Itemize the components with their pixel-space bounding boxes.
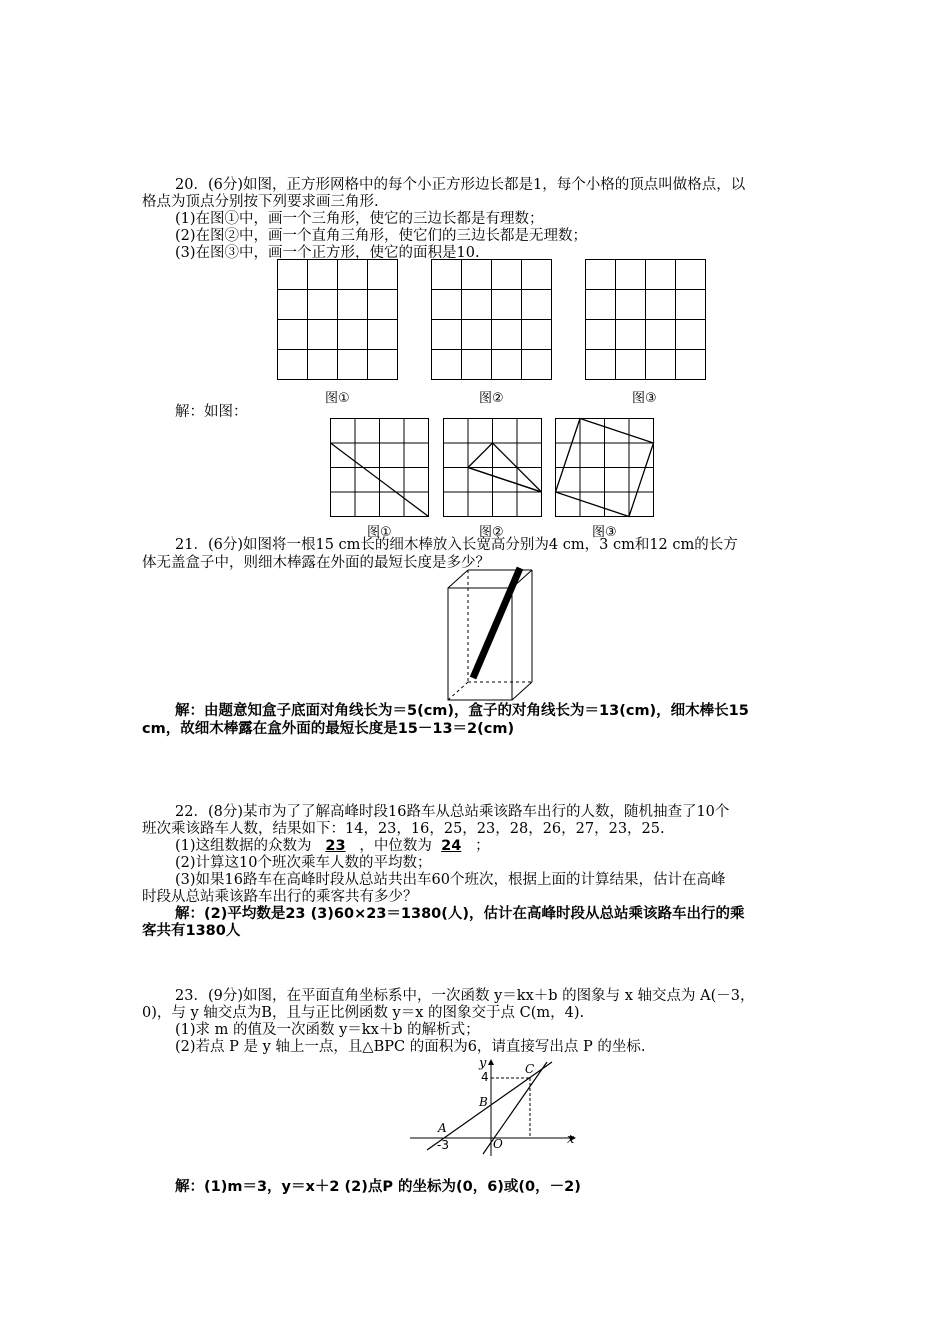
- q20-part3: (3)在图③中，画一个正方形，使它的面积是10.: [175, 245, 480, 261]
- q23-line1: 23．(9分)如图，在平面直角坐标系中，一次函数 y＝kx＋b 的图象与 x 轴交点为 A(－3，: [175, 988, 755, 1004]
- answer-fig1-caption: 图①: [367, 525, 392, 540]
- label-x: x: [567, 1132, 575, 1147]
- q22-line1: 22．(8分)某市为了了解高峰时段16路车从总站乘该路车出行的人数，随机抽查了10个: [175, 804, 730, 820]
- box-with-stick-figure: [440, 566, 560, 702]
- q22-part3b: 时段从总站乘该路车出行的乘客共有多少？: [142, 889, 418, 905]
- label-A: A: [438, 1121, 447, 1135]
- q21-answer-line1: 解：由题意知盒子底面对角线长为＝5(cm)，盒子的对角线长为＝13(cm)，细木棒长15: [175, 703, 749, 719]
- q22-answer-line1: 解：(2)平均数是23 (3)60×23＝1380(人)，估计在高峰时段从总站乘该路车出行的乘: [175, 906, 745, 922]
- answer-fig3-caption: 图③: [592, 525, 617, 540]
- q22-part1-prefix: (1)这组数据的众数为: [175, 838, 312, 854]
- q22-answer-line2: 客共有1380人: [142, 923, 241, 939]
- q20-line2: 格点为顶点分别按下列要求画三角形.: [142, 194, 379, 210]
- label-O: O: [493, 1137, 503, 1151]
- blank-grid-1: [277, 259, 399, 381]
- q23-answer: 解：(1)m＝3，y＝x＋2 (2)点P 的坐标为(0，6)或(0，－2): [175, 1179, 581, 1195]
- q22-line2: 班次乘该路车人数，结果如下：14，23，16，25，23，28，26，27，23，25.: [142, 821, 665, 837]
- label-4: 4: [481, 1070, 489, 1084]
- q22-part1: [175, 837, 490, 855]
- answer-fig2-caption: 图②: [479, 525, 504, 540]
- label-minus-3: -3: [437, 1138, 449, 1152]
- q21-answer-line2: cm，故细木棒露在盒外面的最短长度是15－13＝2(cm): [142, 721, 515, 737]
- q22-median-answer: 24: [441, 838, 462, 854]
- q21-line2: 体无盖盒子中，则细木棒露在外面的最短长度是多少？: [142, 555, 490, 571]
- q23-part1: (1)求 m 的值及一次函数 y＝kx＋b 的解析式；: [175, 1022, 480, 1038]
- blank-grid-3: [585, 259, 707, 381]
- q20-line1: 20．(6分)如图，正方形网格中的每个小正方形边长都是1，每个小格的顶点叫做格点，以: [175, 177, 746, 193]
- label-C: C: [525, 1062, 535, 1076]
- answer-grid-2: [443, 418, 543, 518]
- answer-grid-3: [555, 418, 655, 518]
- q22-part2: (2)计算这10个班次乘车人数的平均数；: [175, 855, 432, 871]
- blank-grid-2: [431, 259, 553, 381]
- answer-grid-1: [330, 418, 430, 518]
- q22-part3a: (3)如果16路车在高峰时段从总站共出车60个班次，根据上面的计算结果，估计在高峰: [175, 872, 726, 888]
- label-B: B: [479, 1095, 488, 1109]
- wooden-stick: [473, 568, 520, 678]
- fig2-caption: 图②: [479, 391, 504, 406]
- fig1-caption: 图①: [325, 391, 350, 406]
- q21-line1: 21．(6分)如图将一根15 cm长的细木棒放入长宽高分别为4 cm，3 cm和12 cm的长方: [175, 537, 738, 553]
- q20-part1: (1)在图①中，画一个三角形，使它的三边长都是有理数；: [175, 211, 544, 227]
- q20-answer-label: 解：如图：: [175, 404, 248, 420]
- label-y: y: [479, 1056, 487, 1071]
- q23-part2: (2)若点 P 是 y 轴上一点，且△BPC 的面积为6，请直接写出点 P 的坐标.: [175, 1039, 646, 1055]
- q20-part2: (2)在图②中，画一个直角三角形，使它们的三边长都是无理数；: [175, 228, 588, 244]
- q22-mode-answer: 23: [325, 838, 346, 854]
- fig3-caption: 图③: [632, 391, 657, 406]
- q23-line2: 0)，与 y 轴交点为B，且与正比例函数 y＝x 的图象交于点 C(m，4).: [142, 1005, 585, 1021]
- q22-part1-mid: ，中位数为: [359, 838, 432, 854]
- q22-part1-suffix: ；: [475, 838, 490, 854]
